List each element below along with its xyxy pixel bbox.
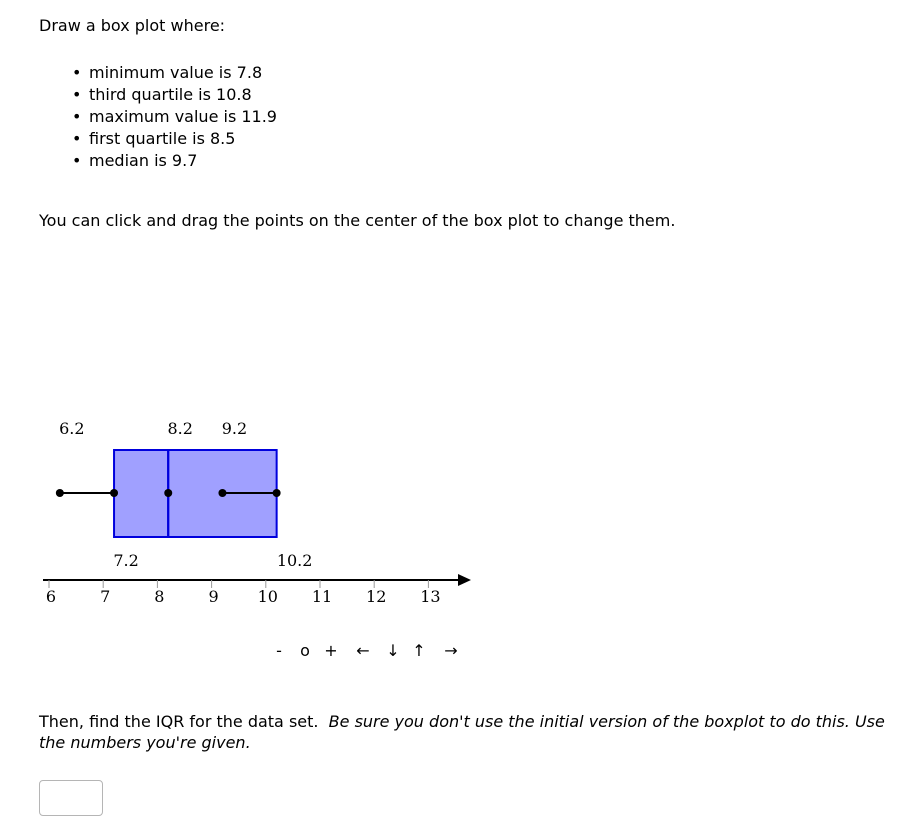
max-value-label: 9.2: [221, 419, 248, 438]
max-handle[interactable]: [218, 489, 226, 497]
q3-handle[interactable]: [273, 489, 281, 497]
pan-down-button[interactable]: ↓: [386, 641, 400, 660]
pan-up-button[interactable]: ↑: [412, 641, 426, 660]
min-handle[interactable]: [56, 489, 64, 497]
requirement-item: • minimum value is 7.8: [72, 62, 277, 84]
median-handle[interactable]: [164, 489, 172, 497]
axis-ticks: [46, 580, 441, 606]
zoom-out-button[interactable]: -: [276, 641, 282, 660]
min-value-label: 6.2: [59, 419, 85, 438]
drag-hint: You can click and drag the points on the center of the box plot to change them.: [39, 211, 676, 230]
plot-controls: [276, 641, 458, 660]
tick-label: 7: [100, 587, 111, 606]
q3-value-label: 10.2: [276, 551, 313, 570]
requirement-item: • maximum value is 11.9: [72, 106, 277, 128]
pan-right-button[interactable]: →: [444, 641, 458, 660]
tick-label: 13: [420, 587, 441, 606]
box-lower-half: [114, 450, 168, 537]
iqr-question-text: Then, find the IQR for the data set.: [39, 712, 319, 731]
prompt-title: Draw a box plot where:: [39, 16, 226, 35]
median-value-label: 8.2: [167, 419, 193, 438]
requirement-item: • first quartile is 8.5: [72, 128, 277, 150]
tick-label: 11: [311, 587, 333, 606]
requirements-list: [72, 62, 277, 172]
iqr-answer-input[interactable]: [39, 780, 103, 816]
requirement-item: • third quartile is 10.8: [72, 84, 277, 106]
iqr-question-emphasis: Be sure you don't use the initial version of the boxplot to do this. Use the numbers you're given.: [39, 712, 885, 752]
reset-button[interactable]: o: [300, 641, 310, 660]
tick-label: 10: [257, 587, 278, 606]
tick-label: 12: [366, 587, 387, 606]
q1-handle[interactable]: [110, 489, 118, 497]
iqr-question: [39, 711, 911, 753]
tick-label: 8: [154, 587, 165, 606]
box-plot-widget[interactable]: [0, 400, 921, 670]
axis-arrow-icon: [458, 574, 471, 586]
requirement-item: • median is 9.7: [72, 150, 277, 172]
zoom-in-button[interactable]: +: [324, 641, 338, 660]
pan-left-button[interactable]: ←: [356, 641, 370, 660]
tick-label: 6: [45, 587, 57, 606]
q1-value-label: 7.2: [113, 551, 139, 570]
tick-label: 9: [208, 587, 219, 606]
